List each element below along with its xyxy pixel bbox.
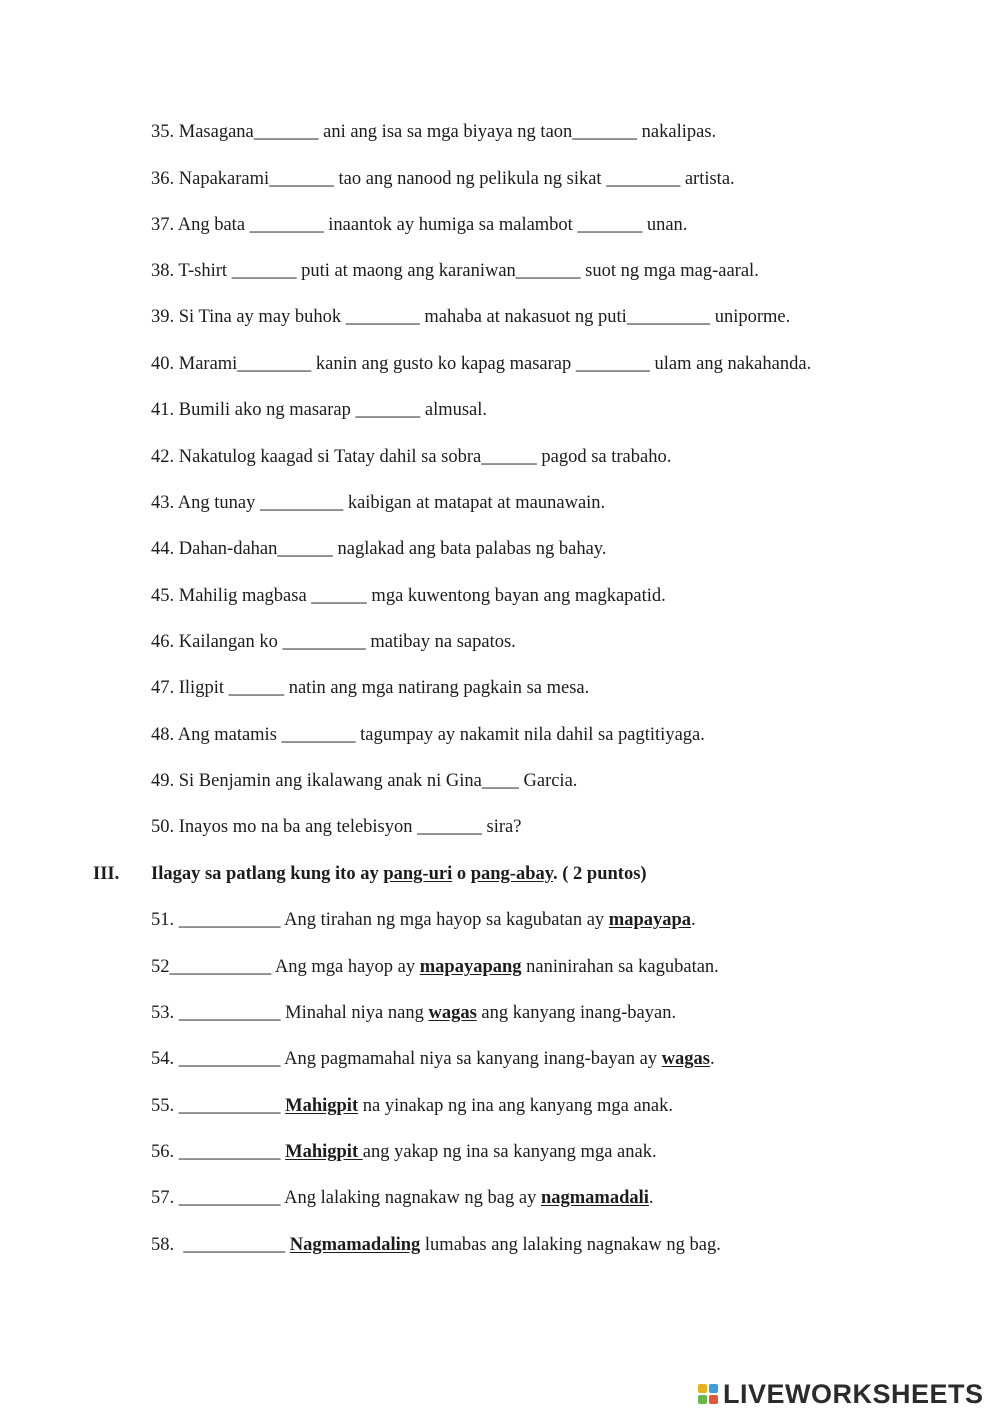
item-text: 55. ___________ bbox=[151, 1096, 286, 1116]
key-word: wagas bbox=[428, 1003, 477, 1023]
item-text: . bbox=[710, 1049, 715, 1069]
item-47: 47. Iligpit ______ natin ang mga natirang pagkain sa mesa. bbox=[151, 678, 590, 698]
item-text: 51. ___________ Ang tirahan ng mga hayop sa kagubatan ay bbox=[151, 910, 609, 930]
item-text: lumabas ang lalaking nagnakaw ng bag. bbox=[420, 1235, 721, 1255]
key-word: Mahigpit bbox=[285, 1096, 359, 1116]
instruction-post: . ( 2 puntos) bbox=[553, 864, 647, 884]
item-39: 39. Si Tina ay may buhok ________ mahaba at nakasuot ng puti_________ uniporme. bbox=[151, 307, 791, 327]
key-word: nagmamadali bbox=[540, 1188, 649, 1208]
item-38: 38. T-shirt _______ puti at maong ang karaniwan_______ suot ng mga mag-aaral. bbox=[151, 261, 759, 281]
item-text: ang yakap ng ina sa kanyang mga anak. bbox=[362, 1142, 657, 1162]
item-55 bbox=[151, 1094, 673, 1118]
key-word: Mahigpit bbox=[285, 1142, 363, 1162]
item-54 bbox=[151, 1047, 715, 1071]
item-text: . bbox=[691, 910, 696, 930]
item-44: 44. Dahan-dahan______ naglakad ang bata palabas ng bahay. bbox=[151, 539, 607, 559]
item-text: ang kanyang inang-bayan. bbox=[476, 1003, 677, 1023]
instruction-pre: Ilagay sa patlang kung ito ay bbox=[151, 864, 384, 884]
logo-text: LIVEWORKSHEETS bbox=[723, 1378, 984, 1409]
key-word: mapayapa bbox=[608, 910, 692, 930]
item-text: . bbox=[648, 1188, 654, 1208]
item-50: 50. Inayos mo na ba ang telebisyon _______ sira? bbox=[151, 817, 522, 837]
item-text: na yinakap ng ina ang kanyang mga anak. bbox=[358, 1096, 674, 1116]
term-pang-uri: pang-uri bbox=[383, 864, 453, 884]
item-text: 54. ___________ Ang pagmamahal niya sa kanyang inang-bayan ay bbox=[151, 1049, 662, 1069]
logo-square bbox=[698, 1395, 707, 1404]
item-51 bbox=[151, 908, 696, 932]
item-49: 49. Si Benjamin ang ikalawang anak ni Gina____ Garcia. bbox=[151, 771, 578, 791]
logo-square bbox=[709, 1384, 718, 1393]
item-46: 46. Kailangan ko _________ matibay na sapatos. bbox=[151, 632, 516, 652]
key-word: mapayapang bbox=[419, 957, 522, 977]
item-text: naninirahan sa kagubatan. bbox=[521, 957, 719, 977]
item-42: 42. Nakatulog kaagad si Tatay dahil sa sobra______ pagod sa trabaho. bbox=[151, 447, 672, 467]
item-41: 41. Bumili ako ng masarap _______ almusal. bbox=[151, 400, 488, 420]
logo-mark-icon bbox=[697, 1383, 719, 1405]
item-56 bbox=[151, 1140, 657, 1164]
item-text: 53. ___________ Minahal niya nang bbox=[151, 1003, 429, 1023]
item-text: 57. ___________ Ang lalaking nagnakaw ng bag ay bbox=[151, 1188, 541, 1208]
item-35: 35. Masagana_______ ani ang isa sa mga biyaya ng taon_______ nakalipas. bbox=[151, 122, 717, 142]
section-number: III. bbox=[93, 864, 120, 884]
item-57 bbox=[151, 1186, 654, 1210]
key-word: wagas bbox=[661, 1049, 710, 1069]
item-45: 45. Mahilig magbasa ______ mga kuwentong bayan ang magkapatid. bbox=[151, 586, 666, 606]
item-text: 52___________ Ang mga hayop ay bbox=[151, 957, 420, 977]
item-text: 58. ___________ bbox=[151, 1235, 290, 1255]
item-36: 36. Napakarami_______ tao ang nanood ng pelikula ng sikat ________ artista. bbox=[151, 169, 735, 189]
item-48: 48. Ang matamis ________ tagumpay ay nakamit nila dahil sa pagtitiyaga. bbox=[151, 725, 705, 745]
item-58 bbox=[151, 1233, 721, 1257]
key-word: Nagmamadaling bbox=[289, 1235, 421, 1255]
logo-square bbox=[709, 1395, 718, 1404]
item-text: 56. ___________ bbox=[151, 1142, 286, 1162]
item-52 bbox=[151, 955, 719, 979]
item-53 bbox=[151, 1001, 676, 1025]
liveworksheets-logo bbox=[697, 1378, 984, 1410]
logo-square bbox=[698, 1384, 707, 1393]
item-37: 37. Ang bata ________ inaantok ay humiga sa malambot _______ unan. bbox=[151, 215, 688, 235]
section-instruction bbox=[151, 862, 647, 886]
item-40: 40. Marami________ kanin ang gusto ko kapag masarap ________ ulam ang nakahanda. bbox=[151, 354, 812, 374]
item-43: 43. Ang tunay _________ kaibigan at matapat at maunawain. bbox=[151, 493, 606, 513]
term-pang-abay: pang-abay bbox=[470, 864, 553, 884]
instruction-mid: o bbox=[452, 864, 471, 884]
